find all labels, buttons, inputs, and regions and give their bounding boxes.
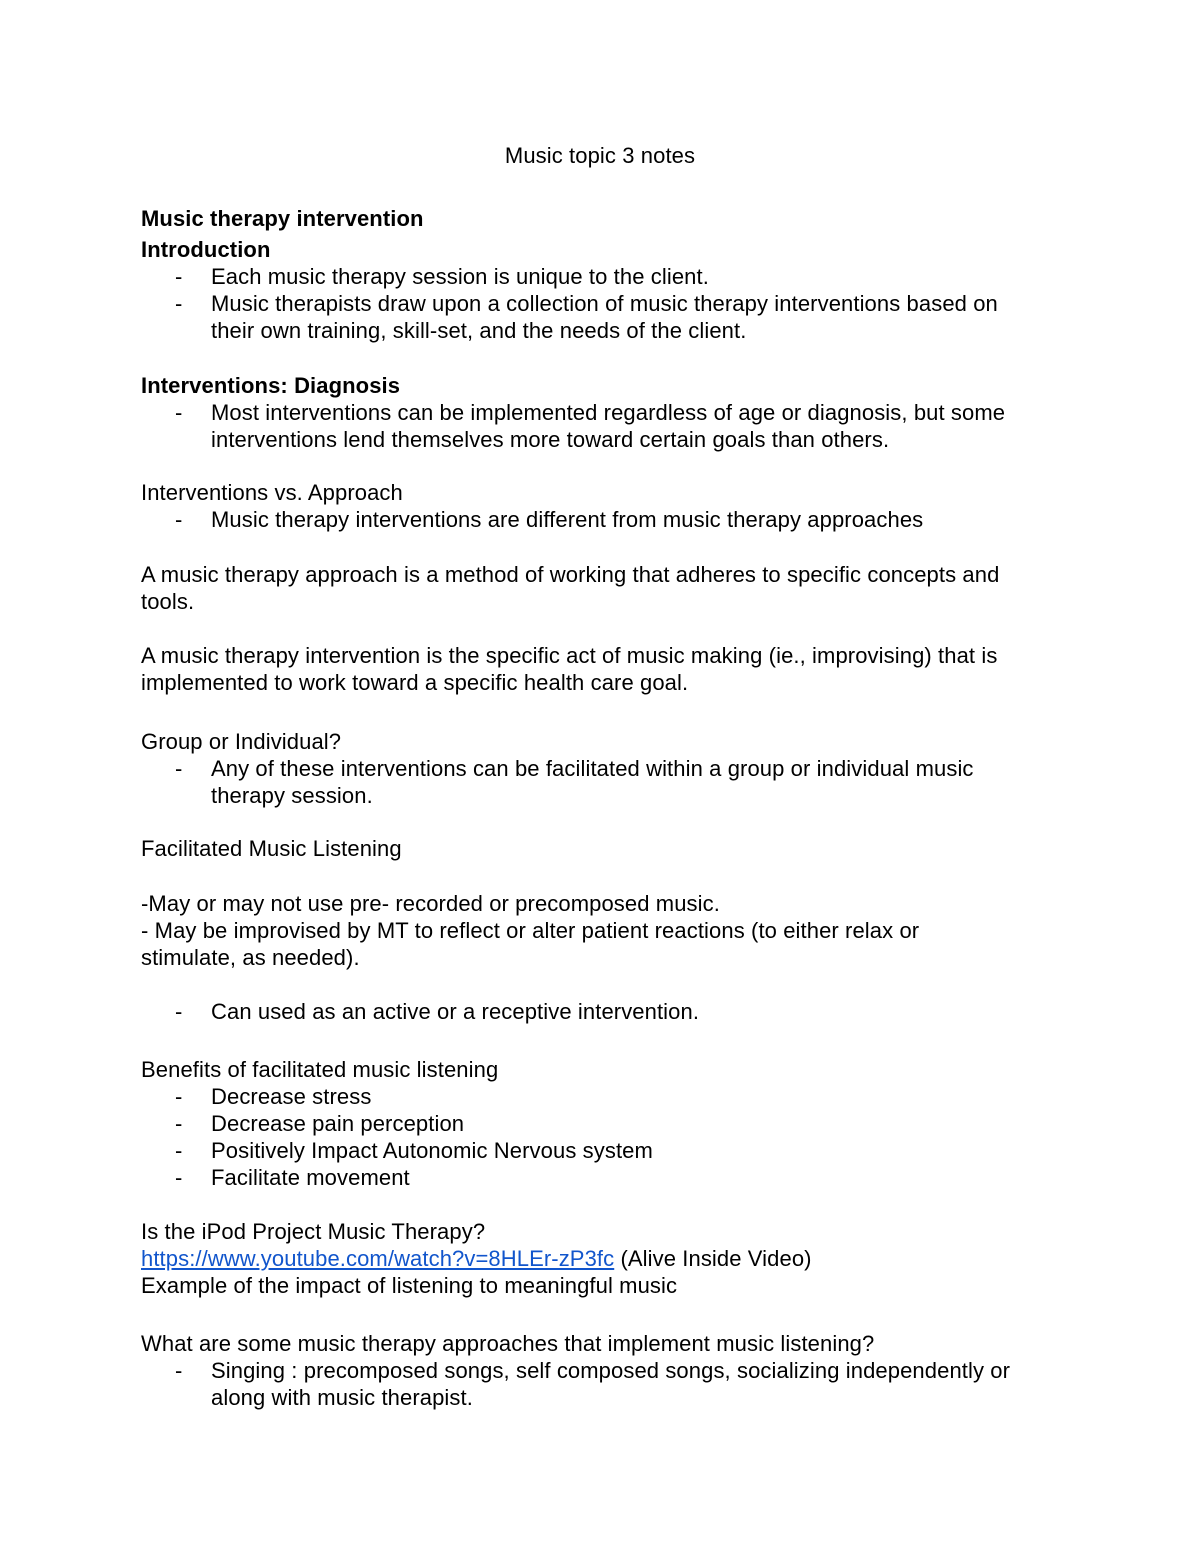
approach-definition-line-2: tools.	[141, 589, 195, 614]
ipod-question: Is the iPod Project Music Therapy?	[141, 1219, 486, 1244]
ipod-example: Example of the impact of listening to meaningful music	[141, 1273, 678, 1298]
link-suffix: (Alive Inside Video)	[614, 1246, 812, 1271]
benefit-item: Positively Impact Autonomic Nervous system	[211, 1138, 653, 1163]
group-bullet-1-line-2: therapy session.	[211, 783, 373, 808]
approaches-bullet-1-line-2: along with music therapist.	[211, 1385, 473, 1410]
group-heading: Group or Individual?	[141, 729, 342, 754]
ipod-link-line	[141, 1245, 812, 1272]
bullet-dash: -	[175, 291, 183, 316]
benefit-item: Decrease stress	[211, 1084, 372, 1109]
introduction-heading: Introduction	[141, 237, 271, 262]
intervention-definition-line-1: A music therapy intervention is the specific act of music making (ie., improvising) that is	[141, 643, 998, 668]
vs-approach-heading: Interventions vs. Approach	[141, 480, 403, 505]
bullet-dash: -	[175, 1165, 183, 1190]
bullet-dash: -	[175, 999, 183, 1024]
approaches-bullet-1-line-1: Singing : precomposed songs, self composed songs, socializing independently or	[211, 1358, 1011, 1383]
page-title: Music topic 3 notes	[504, 143, 696, 168]
fml-bullet-1: Can used as an active or a receptive intervention.	[211, 999, 700, 1024]
section-heading: Music therapy intervention	[141, 206, 424, 231]
youtube-link[interactable]: https://www.youtube.com/watch?v=8HLEr-zP3fc	[141, 1246, 615, 1271]
bullet-dash: -	[175, 1084, 183, 1109]
fml-point-1: -May or may not use pre- recorded or precomposed music.	[141, 891, 720, 916]
bullet-dash: -	[175, 1111, 183, 1136]
benefit-item: Facilitate movement	[211, 1165, 410, 1190]
diagnosis-bullet-1-line-2: interventions lend themselves more toward certain goals than others.	[211, 427, 890, 452]
introduction-bullet-1: Each music therapy session is unique to the client.	[211, 264, 709, 289]
approaches-question: What are some music therapy approaches that implement music listening?	[141, 1331, 875, 1356]
fml-heading: Facilitated Music Listening	[141, 836, 402, 861]
introduction-bullet-2-line-1: Music therapists draw upon a collection of music therapy interventions based on	[211, 291, 998, 316]
bullet-dash: -	[175, 1358, 183, 1383]
group-bullet-1-line-1: Any of these interventions can be facilitated within a group or individual music	[211, 756, 974, 781]
bullet-dash: -	[175, 400, 183, 425]
diagnosis-heading: Interventions: Diagnosis	[141, 373, 401, 398]
approach-definition-line-1: A music therapy approach is a method of working that adheres to specific concepts and	[141, 562, 1000, 587]
bullet-dash: -	[175, 1138, 183, 1163]
diagnosis-bullet-1-line-1: Most interventions can be implemented regardless of age or diagnosis, but some	[211, 400, 1006, 425]
introduction-bullet-2-line-2: their own training, skill-set, and the needs of the client.	[211, 318, 747, 343]
bullet-dash: -	[175, 264, 183, 289]
bullet-dash: -	[175, 756, 183, 781]
vs-approach-bullet-1: Music therapy interventions are different from music therapy approaches	[211, 507, 924, 532]
fml-point-2-line-2: stimulate, as needed).	[141, 945, 360, 970]
fml-point-2-line-1: - May be improvised by MT to reflect or alter patient reactions (to either relax or	[141, 918, 920, 943]
bullet-dash: -	[175, 507, 183, 532]
intervention-definition-line-2: implemented to work toward a specific health care goal.	[141, 670, 689, 695]
benefits-heading: Benefits of facilitated music listening	[141, 1057, 499, 1082]
benefit-item: Decrease pain perception	[211, 1111, 465, 1136]
